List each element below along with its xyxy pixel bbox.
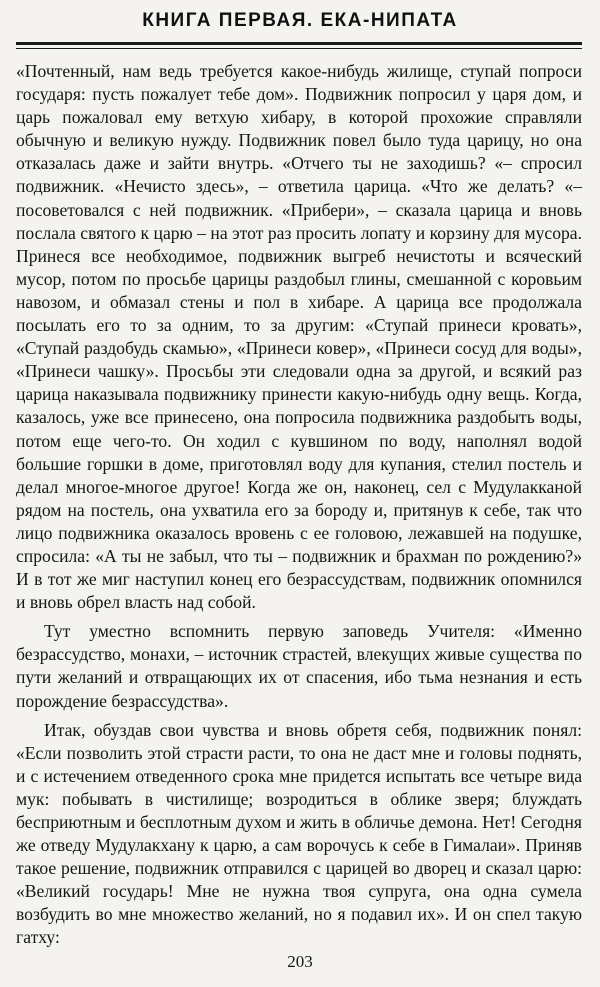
paragraph-2: Тут уместно вспомнить первую заповедь Учителя: «Именно безрассудство, монахи, – источник страстей, влекущих живые существа по пути желаний и отвращающих их от спасения, ибо тьма незнания и есть порождение безрассудства». xyxy=(16,621,582,711)
paragraph-1: «Почтенный, нам ведь требуется какое-нибудь жилище, ступай попроси государя: пусть пожалует тебе дом». Подвижник попросил у царя дом, и царь пожаловал ему ветхую хибару, в которой прохожие справляли обычную и великую нужду. Подвижник повел было туда царицу, но она отказалась даже и зайти внутрь. «Отчего ты не заходишь? «– спросил подвижник. «Нечисто здесь», – ответила царица. «Что же делать? «– посоветовался с ней подвижник. «Прибери», – сказала царица и вновь послала святого к царю – на этот раз просить лопату и корзину для мусора. Принеся все необходимое, подвижник выгреб нечистоты и всяческий мусор, потом по просьбе царицы раздобыл глины, смешанной с коровьим навозом, и обмазал стены и пол в хибаре. А царица все продолжала посылать его то за одним, то за другим: «Ступай принеси кровать», «Ступай раздобудь скамью», «Принеси ковер», «Принеси сосуд для воды», «Принеси чашку». Просьбы эти следовали одна за другой, и всякий раз царица наказывала подвижнику принести какую-нибудь одну вещь. Когда, казалось, уже все принесено, она попросила подвижника раздобыть воды, потом еще чего-то. Он ходил с кувшином по воду, наполнял водой большие горшки в доме, приготовлял воду для купания, стелил постель и делал многое-многое другое! Когда же он, наконец, сел с Мудулакканой рядом на постель, она ухватила его за бороду и, притянув к себе, так что лицо подвижника оказалось вровень с ее головою, лежавшей на подушке, спросила: «А ты не забыл, что ты – подвижник и брахман по рождению?» И в тот же миг наступил конец его безрассудствам, подвижник опомнился и вновь обрел власть над собой. xyxy=(16,61,582,613)
running-head: КНИГА ПЕРВАЯ. ЕКА-НИПАТА xyxy=(142,10,458,31)
header-rule-thick xyxy=(16,42,582,45)
body-text xyxy=(16,60,582,956)
paragraph-3: Итак, обуздав свои чувства и вновь обретя себя, подвижник понял: «Если позволить этой страсти расти, то она не даст мне и головы поднять, и с истечением отведенного срока мне придется испытать все четыре вида мук: побывать в чистилище; возродиться в облике зверя; блуждать бесприютным и бесплотным духом и жить в обличье демона. Нет! Сегодня же отведу Мудулакхану к царю, а сам ворочусь к себе в Гималаи». Приняв такое решение, подвижник отправился с царицей во дворец и сказал царю: «Великий государь! Мне не нужна твоя супруга, она одна сумела возбудить во мне множество желаний, но я подавил их». И он спел такую гатху: xyxy=(16,719,582,948)
page-number: 203 xyxy=(287,952,313,971)
header-rule-thin xyxy=(16,48,582,49)
